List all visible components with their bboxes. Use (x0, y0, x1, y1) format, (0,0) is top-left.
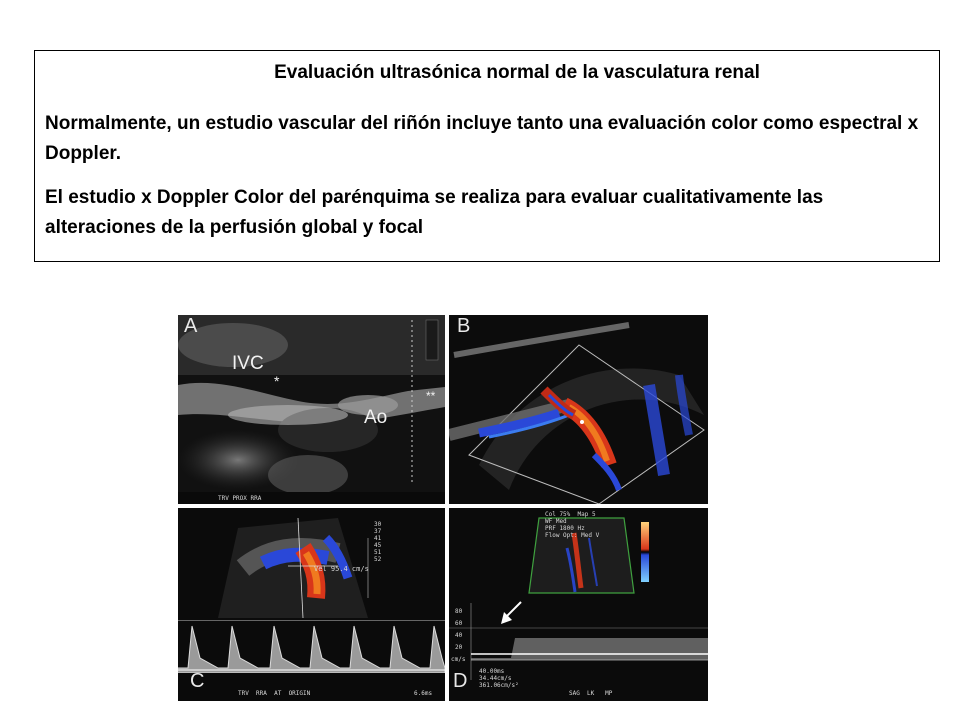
paragraph-2: El estudio x Doppler Color del parénquima se realiza para evaluar cualitativamente las alteraciones de la perfusión global y focal (45, 187, 824, 238)
ivc-label: IVC (232, 353, 264, 374)
velocity-readout: Vel 95.4 cm/s (314, 565, 369, 573)
panel-c-label: C (190, 670, 205, 692)
panel-a-caption: TRV PROX RRA (218, 495, 262, 502)
panel-b-label: B (457, 315, 471, 337)
panel-c-image (178, 508, 445, 701)
paragraph-1: Normalmente, un estudio vascular del riñón incluye tanto una evaluación color como espectral x Doppler. (45, 113, 919, 164)
panel-c (178, 508, 445, 701)
y-tick-20: 20 (455, 644, 463, 651)
panel-b (449, 315, 708, 504)
panel-d-measures: 40.00ms 34.44cm/s 361.06cm/s² (479, 668, 519, 689)
y-tick-80: 80 (455, 608, 463, 615)
double-star-marker: ** (426, 389, 436, 403)
ao-label: Ao (364, 407, 388, 428)
star-marker: * (274, 373, 280, 389)
description-textbox (34, 50, 940, 262)
panel-c-settings: 30 37 41 45 51 52 (374, 521, 382, 563)
panel-d (449, 508, 708, 701)
y-axis-unit: cm/s (451, 656, 466, 663)
panel-b-image (449, 315, 708, 504)
y-tick-60: 60 (455, 620, 463, 627)
panel-d-settings: Col 75% Map 5 WF Med PRF 1800 Hz Flow Opt: Med V (545, 511, 600, 539)
panel-d-caption: SAG LK MP (569, 690, 613, 697)
slide-title: Evaluación ultrasónica normal de la vasculatura renal (274, 62, 760, 83)
panel-a (178, 315, 445, 504)
panel-a-image (178, 315, 445, 504)
ultrasound-figure (178, 315, 708, 701)
panel-a-label: A (184, 315, 198, 337)
panel-c-caption: TRV RRA AT ORIGIN (238, 690, 311, 697)
panel-d-label: D (453, 670, 468, 692)
panel-c-caption-right: 6.6ms (414, 690, 433, 697)
y-tick-40: 40 (455, 632, 463, 639)
